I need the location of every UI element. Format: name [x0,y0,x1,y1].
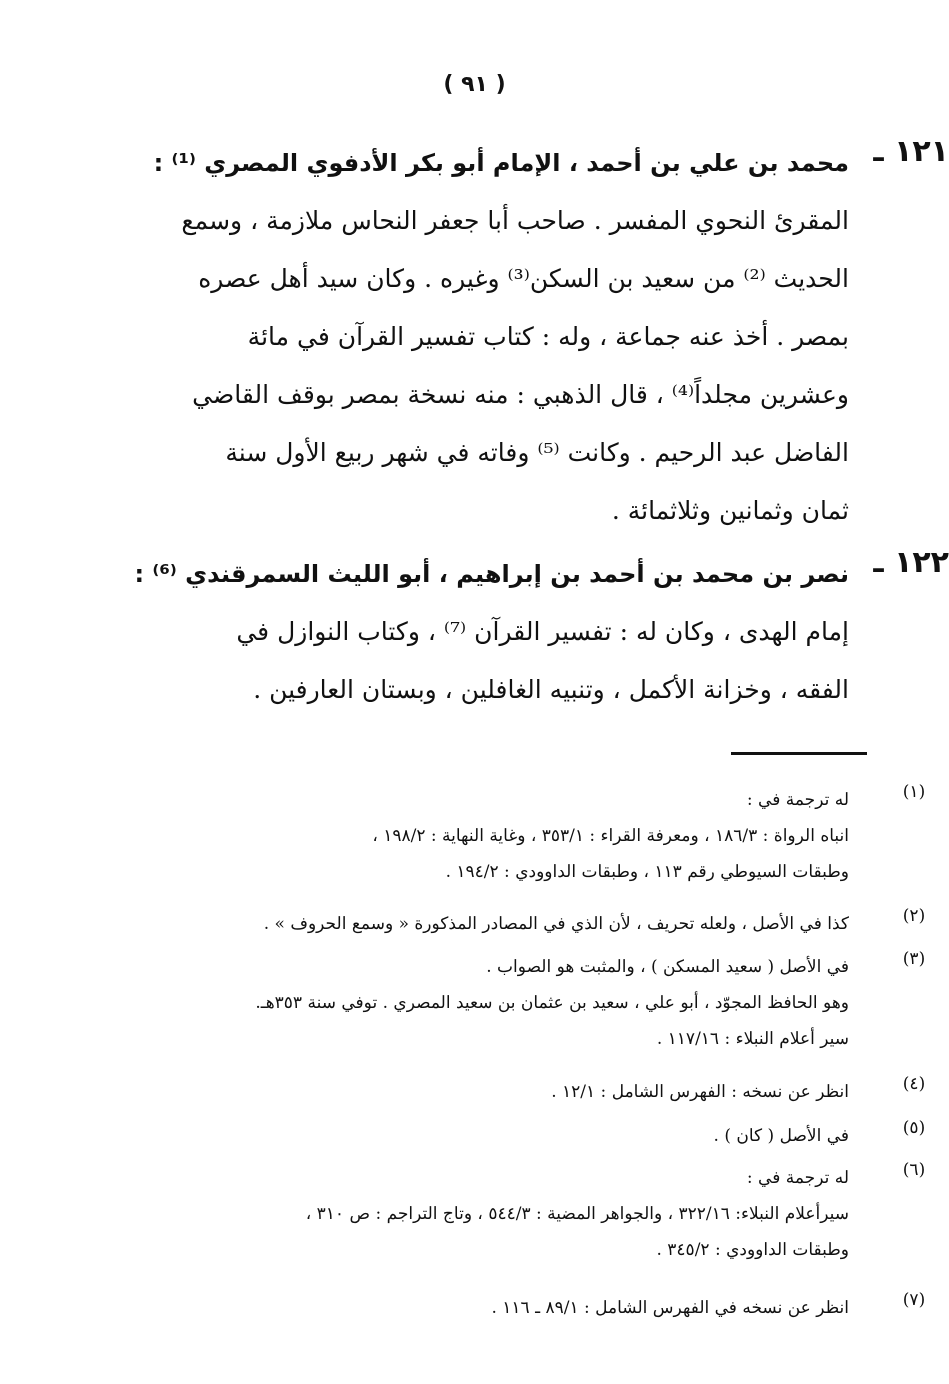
footnote-line: وطبقات الداوودي : ٣٤٥/٢ . [656,1240,849,1260]
footnote-1 [159,782,926,890]
footnote-line: وهو الحافظ المجوّد ، أبو علي ، سعيد بن عثمان بن سعيد المصري . توفي سنة ٣٥٣هـ. [255,993,849,1013]
entry-line: بمصر . أخذ عنه جماعة ، وله : كتاب تفسير القرآن في مائة [247,322,849,351]
footnote-line: وطبقات السيوطي رقم ١١٣ ، وطبقات الداوودي : ١٩٤/٢ . [445,862,849,882]
entry-line: الحديث ⁽²⁾ من سعيد بن السكن⁽³⁾ وغيره . وكان سيد أهل عصره [198,264,849,293]
footnote-number: (٦) [902,1160,926,1180]
footnote-line: في الأصل ( سعيد المسكن ) ، والمثبت هو الصواب . [486,957,849,977]
footnote-line: سير أعلام النبلاء : ١١٧/١٦ . [656,1029,849,1049]
entry-121 [127,134,949,540]
footnote-line: له ترجمة في : [746,1168,849,1188]
entry-line: وعشرين مجلداً⁽⁴⁾ ، قال الذهبي : منه نسخة بمصر بوقف القاضي [192,380,849,409]
page-number: ( ٩١ ) [443,72,506,97]
entry-line: الفاضل عبد الرحيم . وكانت ⁽⁵⁾ وفاته في شهر ربيع الأول سنة [225,438,849,467]
footnote-3 [159,949,926,1057]
footnote-line: سيرأعلام النبلاء: ٣٢٢/١٦ ، والجواهر المضية : ٥٤٤/٣ ، وتاج التراجم : ص ٣١٠ ، [305,1204,849,1224]
footnote-line: انباه الرواة : ١٨٦/٣ ، ومعرفة القراء : ٣٥٣/١ ، وغاية النهاية : ١٩٨/٢ ، [372,826,849,846]
footnote-number: (١) [902,782,926,802]
footnote-number: (٣) [902,949,926,969]
footnote-line: كذا في الأصل ، ولعله تحريف ، لأن الذي في المصادر المذكورة « وسمع الحروف » . [263,914,849,934]
footnote-line: انظر عن نسخه : الفهرس الشامل : ١٢/١ . [551,1082,849,1102]
entry-line: المقرئ النحوي المفسر . صاحب أبا جعفر النحاس ملازمة ، وسمع [181,206,849,235]
footnote-2 [159,906,926,942]
footnote-number: (٤) [902,1074,926,1094]
entry-line: إمام الهدى ، وكان له : تفسير القرآن ⁽⁷⁾ ، وكتاب النوازل في [236,617,849,646]
entry-heading: نصر بن محمد بن أحمد بن إبراهيم ، أبو الليث السمرقندي ⁽⁶⁾ : [134,560,849,588]
footnote-7 [159,1290,926,1326]
entry-number: ١٢٢ ـ [873,545,949,580]
footnote-4 [159,1074,926,1110]
footnote-number: (٢) [902,906,926,926]
entry-122 [127,545,949,719]
entry-heading: محمد بن علي بن أحمد ، الإمام أبو بكر الأدفوي المصري ⁽¹⁾ : [153,149,849,177]
entry-number: ١٢١ ـ [873,134,949,169]
entry-line: الفقه ، وخزانة الأكمل ، وتنبيه الغافلين ، وبستان العارفين . [253,675,849,704]
footnote-line: له ترجمة في : [746,790,849,810]
footnote-5 [159,1118,926,1154]
footnote-6 [159,1160,926,1268]
entry-body [127,603,849,719]
footnote-line: في الأصل ( كان ) . [713,1126,849,1146]
footnote-separator [731,752,867,755]
entry-line: ثمان وثمانين وثلاثمائة . [611,496,849,525]
entry-body [127,192,849,540]
footnote-number: (٥) [902,1118,926,1138]
footnote-line: انظر عن نسخه في الفهرس الشامل : ٨٩/١ ـ ١١٦ . [491,1298,849,1318]
footnote-number: (٧) [902,1290,926,1310]
